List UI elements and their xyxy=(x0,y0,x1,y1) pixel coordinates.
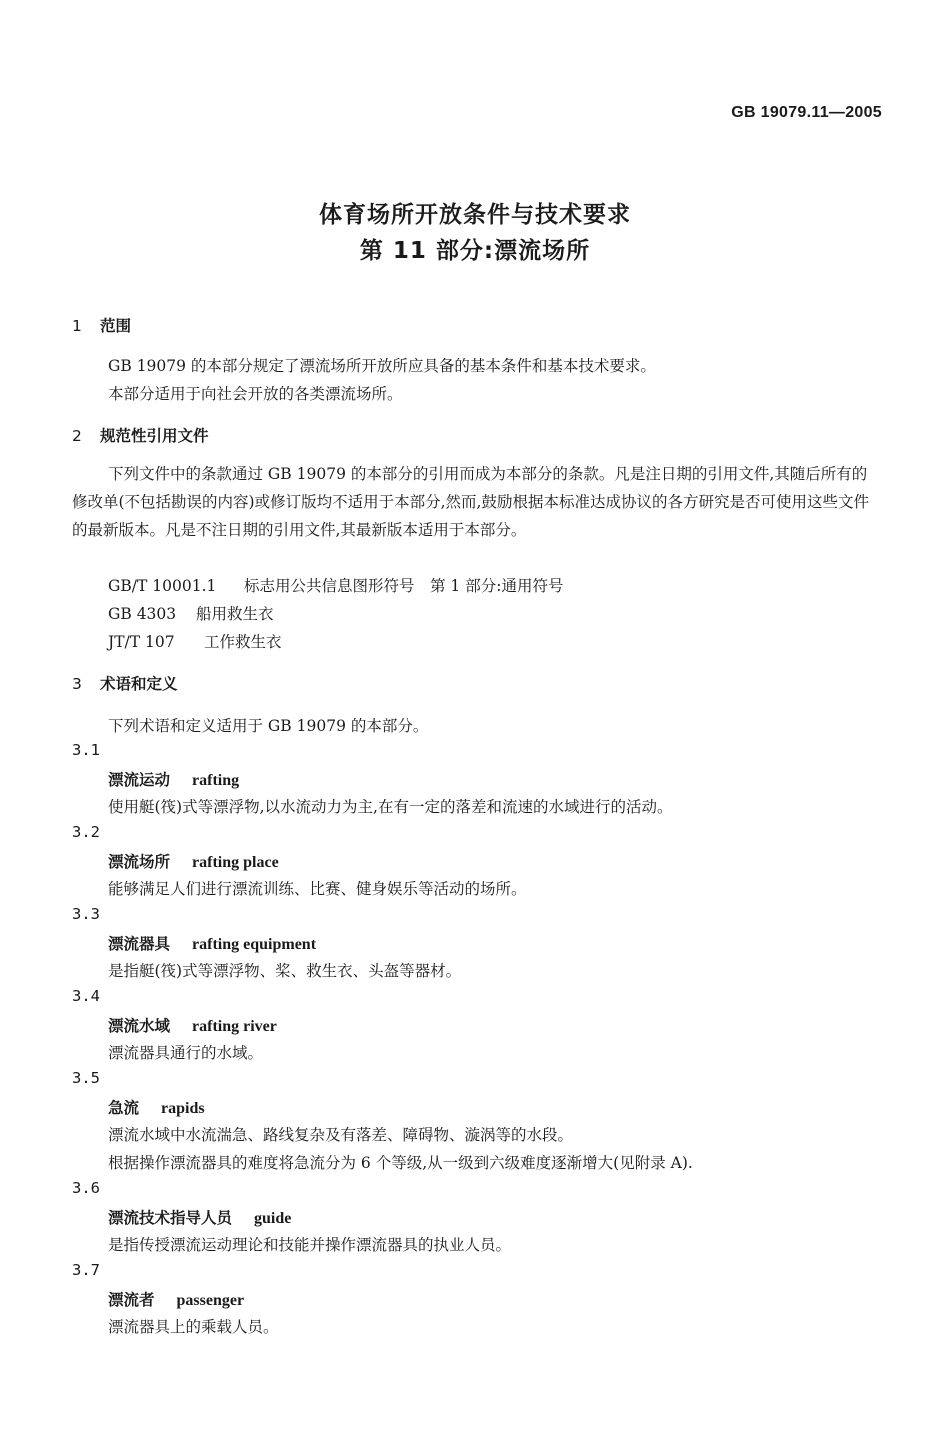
paragraph: 下列文件中的条款通过 GB 19079 的本部分的引用而成为本部分的条款。凡是注日期的引用文件,其随后所有的修改单(不包括勘误的内容)或修订版均不适用于本部分,然而,鼓励根据本标准达成协议的各方研究是否可使用这些文件的最新版本。凡是不注日期的引用文件,其最新版本适用于本部分。 xyxy=(72,465,869,539)
clause-number: 3.1 xyxy=(72,741,100,759)
reference-code: GB 4303 xyxy=(108,605,177,623)
section-number: 1 xyxy=(72,317,82,335)
term-definition: 漂流器具通行的水域。 xyxy=(108,1044,264,1062)
paragraph: 下列术语和定义适用于 GB 19079 的本部分。 xyxy=(108,717,429,735)
paragraph: 本部分适用于向社会开放的各类漂流场所。 xyxy=(108,385,403,403)
reference-title: 工作救生衣 xyxy=(204,633,282,651)
reference-item xyxy=(108,630,282,652)
section-number: 2 xyxy=(72,427,82,445)
term-definition: 是指传授漂流运动理论和技能并操作漂流器具的执业人员。 xyxy=(108,1236,512,1254)
term-entry xyxy=(108,932,316,954)
clause-number: 3.6 xyxy=(72,1179,100,1197)
term-english: rafting equipment xyxy=(192,936,317,953)
term-chinese: 漂流器具 xyxy=(108,935,171,953)
term-entry xyxy=(108,1206,291,1228)
term-english: rafting place xyxy=(192,854,279,871)
reference-item xyxy=(108,574,563,596)
section-title: 规范性引用文件 xyxy=(100,427,209,445)
term-definition: 是指艇(筏)式等漂浮物、桨、救生衣、头盔等器材。 xyxy=(108,962,462,980)
reference-code: JT/T 107 xyxy=(108,633,175,651)
term-english: guide xyxy=(254,1210,292,1227)
term-entry xyxy=(108,1014,277,1036)
term-entry xyxy=(108,1288,244,1310)
section-title: 范围 xyxy=(100,317,132,335)
term-definition: 根据操作漂流器具的难度将急流分为 6 个等级,从一级到六级难度逐渐增大(见附录 A). xyxy=(108,1154,693,1172)
document-title: 体育场所开放条件与技术要求 xyxy=(319,202,631,228)
term-chinese: 漂流场所 xyxy=(108,853,171,871)
reference-title: 船用救生衣 xyxy=(196,605,274,623)
section-title: 术语和定义 xyxy=(100,675,178,693)
clause-number: 3.5 xyxy=(72,1069,100,1087)
section-heading-normative-references xyxy=(72,424,209,446)
clause-number: 3.7 xyxy=(72,1261,100,1279)
paragraph: GB 19079 的本部分规定了漂流场所开放所应具备的基本条件和基本技术要求。 xyxy=(108,357,656,375)
term-entry xyxy=(108,850,279,872)
section-heading-scope xyxy=(72,314,131,336)
document-subtitle: 第 11 部分:漂流场所 xyxy=(359,238,591,264)
standard-code: GB 19079.11—2005 xyxy=(731,104,882,121)
clause-number: 3.4 xyxy=(72,987,100,1005)
section-number: 3 xyxy=(72,675,82,693)
term-english: rapids xyxy=(161,1100,205,1117)
reference-code: GB/T 10001.1 xyxy=(108,577,217,595)
term-english: passenger xyxy=(176,1292,245,1309)
clause-number: 3.2 xyxy=(72,823,100,841)
reference-item xyxy=(108,602,274,624)
term-definition: 使用艇(筏)式等漂浮物,以水流动力为主,在有一定的落差和流速的水域进行的活动。 xyxy=(108,798,673,816)
term-definition: 漂流器具上的乘载人员。 xyxy=(108,1318,279,1336)
term-definition: 漂流水域中水流湍急、路线复杂及有落差、障碍物、漩涡等的水段。 xyxy=(108,1126,574,1144)
clause-number: 3.3 xyxy=(72,905,100,923)
term-chinese: 漂流者 xyxy=(108,1291,155,1309)
term-english: rafting xyxy=(192,772,240,789)
term-chinese: 漂流运动 xyxy=(108,771,171,789)
term-chinese: 漂流技术指导人员 xyxy=(108,1209,233,1227)
section-heading-terms-and-definitions xyxy=(72,672,178,694)
term-english: rafting river xyxy=(192,1018,277,1035)
term-entry xyxy=(108,1096,205,1118)
reference-title: 标志用公共信息图形符号 第 1 部分:通用符号 xyxy=(244,577,564,595)
term-chinese: 漂流水域 xyxy=(108,1017,171,1035)
term-entry xyxy=(108,768,239,790)
term-definition: 能够满足人们进行漂流训练、比赛、健身娱乐等活动的场所。 xyxy=(108,880,527,898)
term-chinese: 急流 xyxy=(108,1099,140,1117)
